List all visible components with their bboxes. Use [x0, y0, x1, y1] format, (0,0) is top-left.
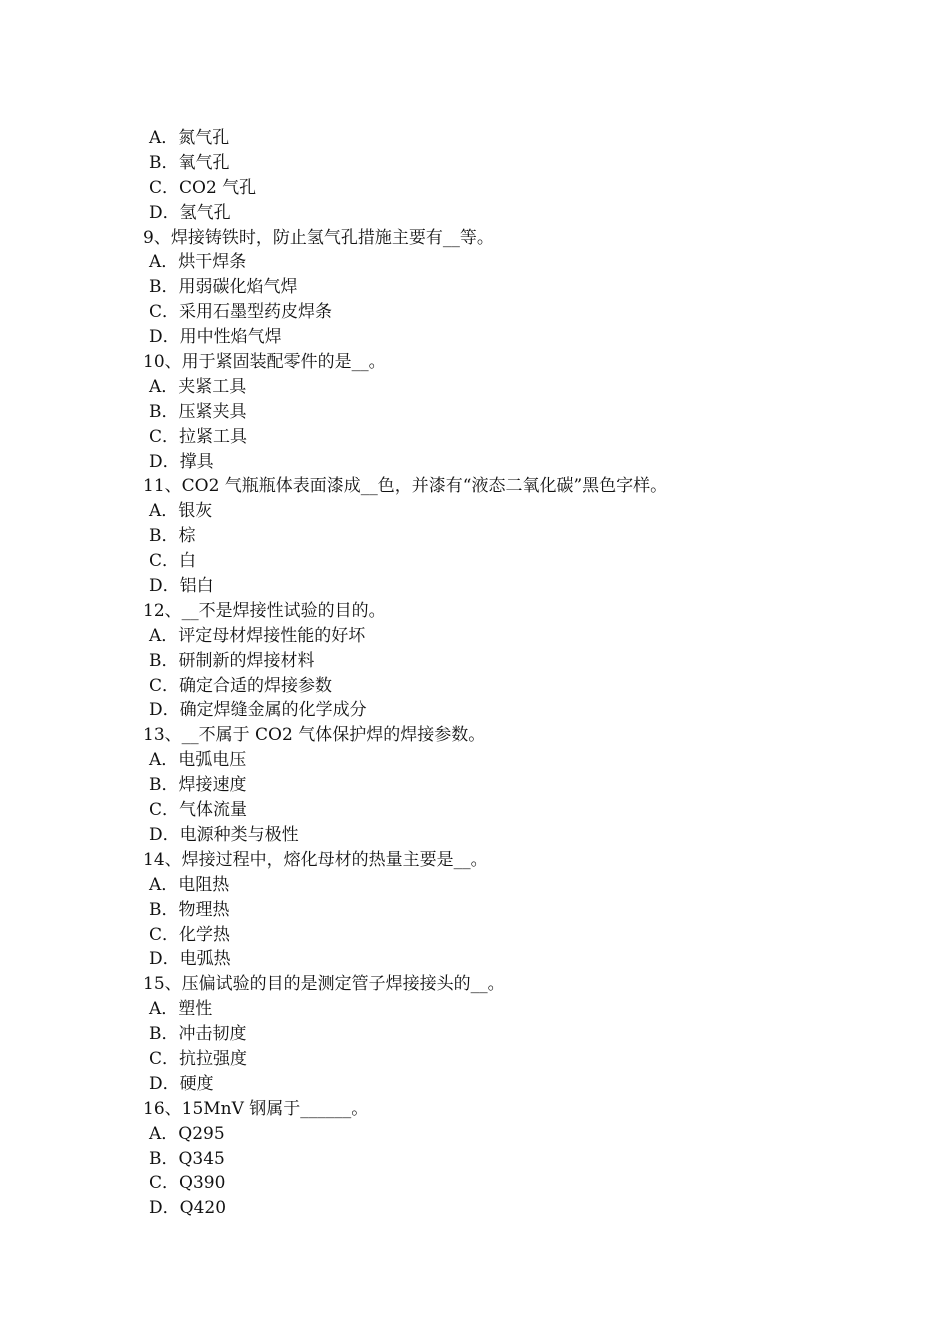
q8-option-a: A．氮气孔: [149, 128, 230, 148]
q12-option-b: B．研制新的焊接材料: [149, 650, 315, 671]
question-13: 13、__不属于 CO2 气体保护焊的焊接参数。: [143, 725, 486, 746]
q11-option-c: C．白: [149, 551, 197, 572]
question-14: 14、焊接过程中，熔化母材的热量主要是__。: [143, 849, 488, 870]
q10-option-b: B．压紧夹具: [149, 401, 247, 422]
q13-option-c: C．气体流量: [149, 800, 248, 821]
q15-option-b: B．冲击韧度: [149, 1024, 247, 1045]
q16-option-a: A．Q295: [149, 1123, 225, 1144]
question-15: 15、压偏试验的目的是测定管子焊接接头的__。: [143, 974, 505, 995]
q10-option-d: D．撑具: [149, 451, 214, 472]
q10-option-c: C．拉紧工具: [149, 426, 248, 447]
q12-option-d: D．确定焊缝金属的化学成分: [149, 700, 367, 721]
q16-option-b: B．Q345: [149, 1148, 225, 1169]
q13-option-a: A．电弧电压: [149, 750, 247, 771]
q16-option-d: D．Q420: [149, 1198, 227, 1219]
exam-content: [143, 126, 843, 1221]
q12-option-c: C．确定合适的焊接参数: [149, 675, 333, 696]
question-11: 11、CO2 气瓶瓶体表面漆成__色，并漆有“液态二氧化碳”黑色字样。: [143, 476, 668, 497]
q14-option-b: B．物理热: [149, 899, 230, 920]
q10-option-a: A．夹紧工具: [149, 376, 247, 397]
question-9: 9、焊接铸铁时，防止氢气孔措施主要有__等。: [143, 227, 494, 248]
q13-option-b: B．焊接速度: [149, 775, 247, 796]
question-16: 16、15MnV 钢属于______。: [143, 1098, 369, 1119]
q8-option-d: D．氢气孔: [149, 202, 231, 223]
q9-option-d: D．用中性焰气焊: [149, 327, 282, 348]
q16-option-c: C．Q390: [149, 1173, 226, 1194]
q15-option-c: C．抗拉强度: [149, 1048, 248, 1069]
q9-option-c: C．采用石墨型药皮焊条: [149, 302, 333, 323]
q14-option-c: C．化学热: [149, 924, 231, 945]
q8-option-c: C．CO2 气孔: [149, 177, 257, 198]
q8-option-b: B．氧气孔: [149, 152, 230, 173]
q14-option-a: A．电阻热: [149, 874, 230, 895]
q15-option-d: D．硬度: [149, 1073, 214, 1094]
q12-option-a: A．评定母材焊接性能的好坏: [149, 625, 366, 646]
q13-option-d: D．电源种类与极性: [149, 824, 299, 845]
q9-option-a: A．烘干焊条: [149, 252, 247, 273]
q11-option-d: D．铝白: [149, 576, 214, 597]
q14-option-d: D．电弧热: [149, 949, 231, 970]
q11-option-a: A．银灰: [149, 501, 213, 522]
q11-option-b: B．棕: [149, 526, 196, 547]
q15-option-a: A．塑性: [149, 999, 213, 1020]
q9-option-b: B．用弱碳化焰气焊: [149, 277, 298, 298]
question-10: 10、用于紧固装配零件的是__。: [143, 352, 386, 373]
question-12: 12、__不是焊接性试验的目的。: [143, 600, 386, 621]
